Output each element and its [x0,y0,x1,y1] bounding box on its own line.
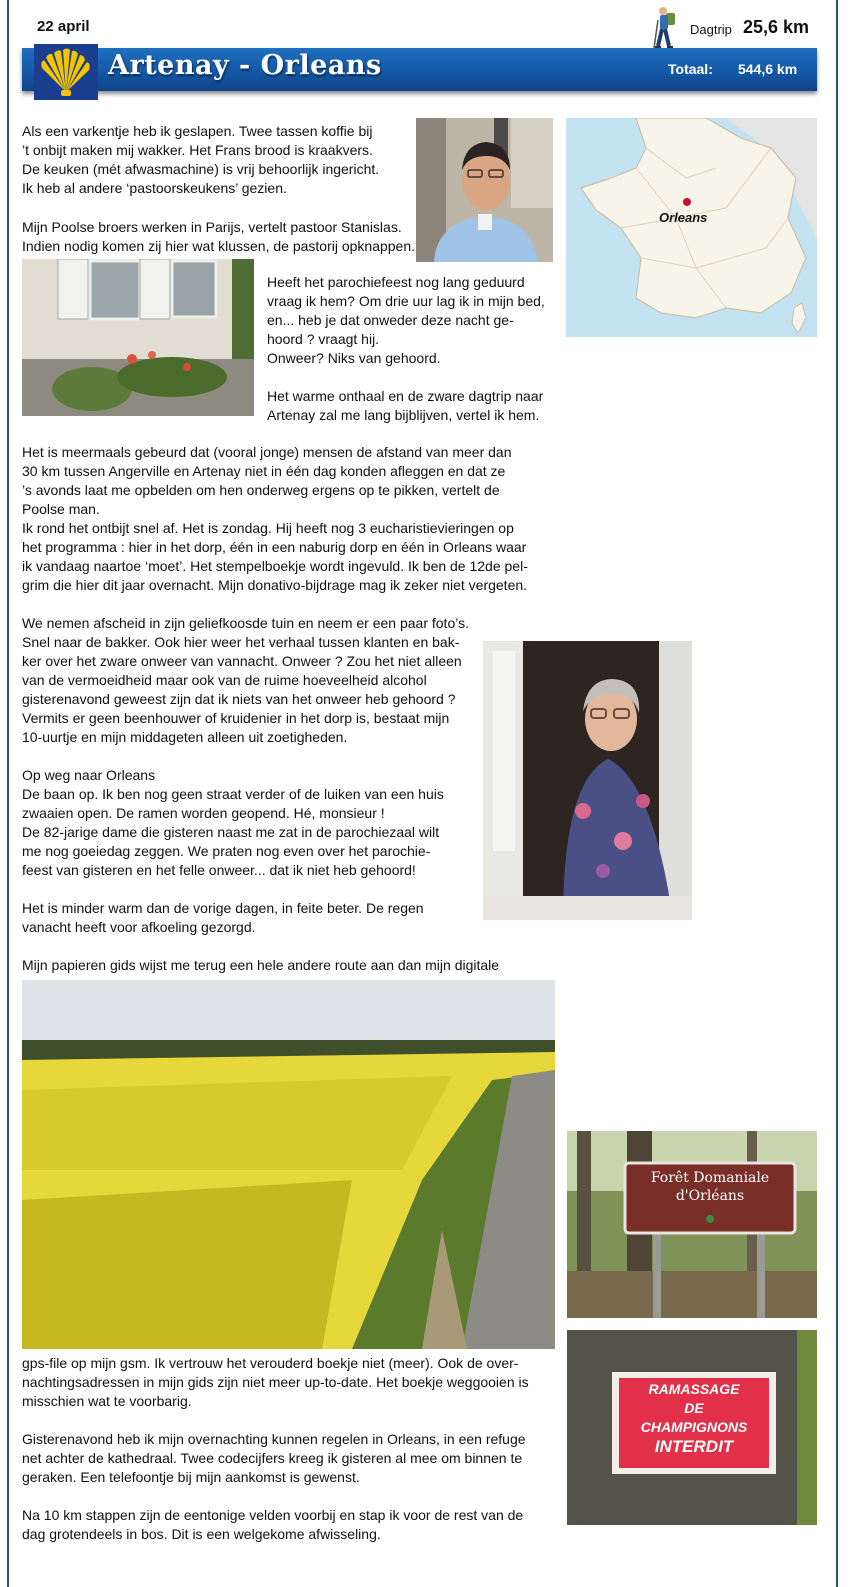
paragraph-gps-file: gps-file op mijn gsm. Ik vertrouw het verouderd boekje niet (meer). Ook de over- nachtingsadressen in mijn gids zijn niet meer up-to-date. Het boekje weggooien is misschien wat te voorbarig. [22,1355,529,1409]
dagtrip-label: Dagtrip [690,22,732,37]
scallop-shell-icon [34,44,98,100]
forest-sign-photo [567,1131,817,1318]
garden-photo [22,259,254,416]
map-city-label: Orleans [659,210,708,225]
page-border-right [836,0,838,1587]
paragraph-refuge: Gisterenavond heb ik mijn overnachting kunnen regelen in Orleans, in een refuge net achter de kathedraal. Twee codecijfers kreeg ik gisteren al mee om binnen te geraken. Een telefoontje bij mijn aankomst is gewenst. [22,1431,526,1485]
totaal-label: Totaal: [668,61,713,77]
mushroom-sign-line1: RAMASSAGE [648,1381,740,1397]
totaal-distance: 544,6 km [738,61,798,77]
paragraph-parish-feast: Heeft het parochiefeest nog lang geduurd vraag ik hem? Om drie uur lag ik in mijn bed, en... heb je dat onweder deze nacht ge- hoord ? vraagt hij. Onweer? Niks van gehoord. [267,274,545,366]
paragraph-on-the-road: Op weg naar Orleans De baan op. Ik ben nog geen straat verder of de luiken van een huis zwaaien open. De ramen worden geopend. Hé, monsieur ! De 82-jarige dame die gisteren naast me zat in de parochiezaal wilt me nog goeiedag zeggen. We praten nog even over het parochie- feest van gisteren en het felle onweer... dat ik niet heb gehoord! [22,767,444,878]
mushroom-sign-line4: INTERDIT [654,1437,734,1456]
france-map [566,118,817,337]
mushroom-sign-photo [567,1330,817,1525]
priest-photo [416,118,553,262]
dagtrip-distance: 25,6 km [743,17,810,37]
hiker-icon [652,6,682,50]
paragraph-bakery: We nemen afscheid in zijn geliefkoosde tuin en neem er een paar foto’s. Snel naar de bakker. Ook hier weer het verhaal tussen klanten en bak- ker over het zware onweer van vannacht. Onweer ? Zou het niet alleen van de vermoeidheid maar ook van de ruime hoeveelheid alcohol gisterenavond geweest zijn dat ik niets van het onweer heb gehoord ? Vermits er geen beenhouwer of kruidenier in het dorp is, bestaat mijn 10-uurtje en mijn middageten alleen uit zoetigheden. [22,615,469,745]
entry-date: 22 april [37,18,90,35]
forest-sign-line1: Forêt Domaniale [650,1170,770,1186]
paragraph-breakfast-end: Het is meermaals gebeurd dat (vooral jonge) mensen de afstand van meer dan 30 km tussen Angerville en Artenay niet in één dag konden afleggen en dat ze ’s avonds laat me opbelden om hen onderweg ergens op te pikken, vertelt de Poolse man. Ik rond het ontbijt snel af. Het is zondag. Hij heeft nog 3 eucharistievieringen op het programma : hier in het dorp, één in een naburig dorp en één in Orleans waar ik vandaag naartoe ‘moet’. Het stempelboekje wordt ingevuld. Ik ben de 12de pel- grim die hier dit jaar overnacht. Mijn donativo-bijdrage mag ik zeker niet vergeten. [22,444,528,593]
lady-window-photo [483,641,692,920]
scallop-shell-logo [34,44,98,100]
paragraph-warm-welcome: Het warme onthaal en de zware dagtrip naar Artenay zal me lang bijblijven, vertel ik hem. [267,388,544,423]
paragraph-forest: Na 10 km stappen zijn de eentonige velden voorbij en stap ik voor de rest van de dag grotendeels in bos. Dit is een welgekome afwisseling. [22,1507,524,1542]
paragraph-breakfast: Als een varkentje heb ik geslapen. Twee tassen koffie bij ’t onbijt maken mij wakker. Het Frans brood is kraakvers. De keuken (mét afwasmachine) is vrij behoorlijk ingericht. Ik heb al andere ‘pastoorskeukens’ gezien. [22,123,380,196]
page-border-left [7,0,9,1587]
mushroom-sign-line3: CHAMPIGNONS [640,1419,748,1435]
forest-sign-line2: d'Orléans [675,1188,745,1204]
paragraph-weather: Het is minder warm dan de vorige dagen, in feite beter. De regen vanacht heeft voor afkoeling gezorgd. [22,900,424,935]
paragraph-paper-guide: Mijn papieren gids wijst me terug een hele andere route aan dan mijn digitale [22,957,500,973]
rapeseed-field-photo [22,980,555,1349]
paragraph-polish-brothers: Mijn Poolse broers werken in Parijs, vertelt pastoor Stanislas. Indien nodig komen zij hier wat klussen, de pastorij opknappen. [22,219,416,254]
page-title: Artenay - Orleans [108,50,382,81]
mushroom-sign-line2: DE [684,1400,704,1416]
